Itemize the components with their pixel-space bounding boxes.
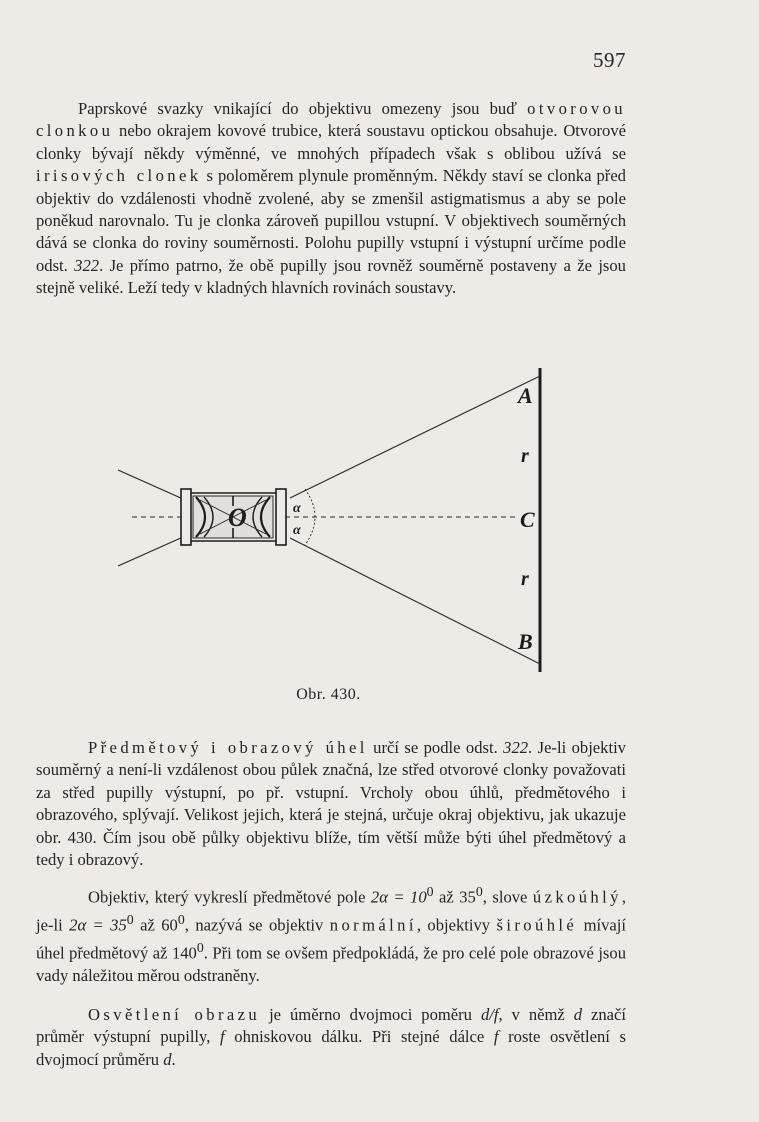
paragraph-angles: Předmětový i obrazový úhel určí se podle odst. 322. Je-li objektiv souměrný a není-li vzdálenost obou půlek značná, lze střed otvorové clonky považovati za střed pupilly výstupní, po př. vstupní. Vrcholy obou úhlů, předmětového i obrazového, splývají. Velikost jejich, která je stejná, určuje okraj objektivu, jak ukazuje obr. 430. Čím jsou obě půlky objektivu blíže, tím větší může býti úhel předmětový a tedy i obrazový. bbox=[36, 738, 626, 870]
ray-object-upper bbox=[118, 470, 183, 499]
ray-object-lower bbox=[118, 537, 183, 566]
center-label-O: O bbox=[228, 503, 247, 532]
figure-caption: Obr. 430. bbox=[296, 686, 361, 703]
point-label-A: A bbox=[518, 383, 533, 408]
angle-label-bottom: α bbox=[293, 523, 301, 538]
ray-to-A bbox=[290, 376, 540, 498]
paragraph-illumination: Osvětlení obrazu je úměrno dvojmoci poměru d/f, v němž d značí průměr výstupní pupilly, f ohniskovou dálku. Při stejné dálce f roste osvětlení s dvojmocí průměru d. bbox=[36, 1005, 627, 1069]
page-number: 597 bbox=[593, 48, 626, 72]
ray-to-B bbox=[290, 538, 540, 664]
radius-label-bottom: r bbox=[521, 568, 529, 590]
point-label-C: C bbox=[520, 507, 535, 532]
radius-label-top: r bbox=[521, 445, 529, 467]
point-label-B: B bbox=[518, 629, 533, 654]
paragraph-pupils: Paprskové svazky vnikající do objektivu omezeny jsou buď otvorovou clonkou nebo okrajem kovové trubice, která soustavu optickou obsahuje. Otvorové clonky bývají někdy výměnné, ve mnohých případech však s oblibou užívá se irisových clonek s poloměrem plynule proměnným. Někdy staví se clonka před objektiv do vzdálenosti vhodně zvolené, aby se zmenšil astigmatismus a aby se pole poněkud narovnalo. Tu je clonka zároveň pupillou vstupní. V objektivech souměrných dává se clonka do roviny souměrnosti. Polohu pupilly vstupní i výstupní určíme podle odst. 322. Je přímo patrno, že obě pupilly jsou rovněž souměrně postaveny a že jsou stejně veliké. Leží tedy v kladných hlavních rovinách soustavy. bbox=[36, 99, 626, 298]
angle-label-top: α bbox=[293, 501, 301, 516]
paragraph-objective-types: Objektiv, který vykreslí předmětové pole $2\alpha = 10^0$ až $35^0$, slove úzkoúhlý, je-li $2\alpha = 35^0$ až $60^0$, nazývá se objektiv normální, objektivy široúhlé mívají úhel předmětový až $140^0$. Při tom se ovšem předpokládá, že pro celé pole obrazové jsou vady náležitou měrou odstraněny. bbox=[36, 884, 626, 985]
